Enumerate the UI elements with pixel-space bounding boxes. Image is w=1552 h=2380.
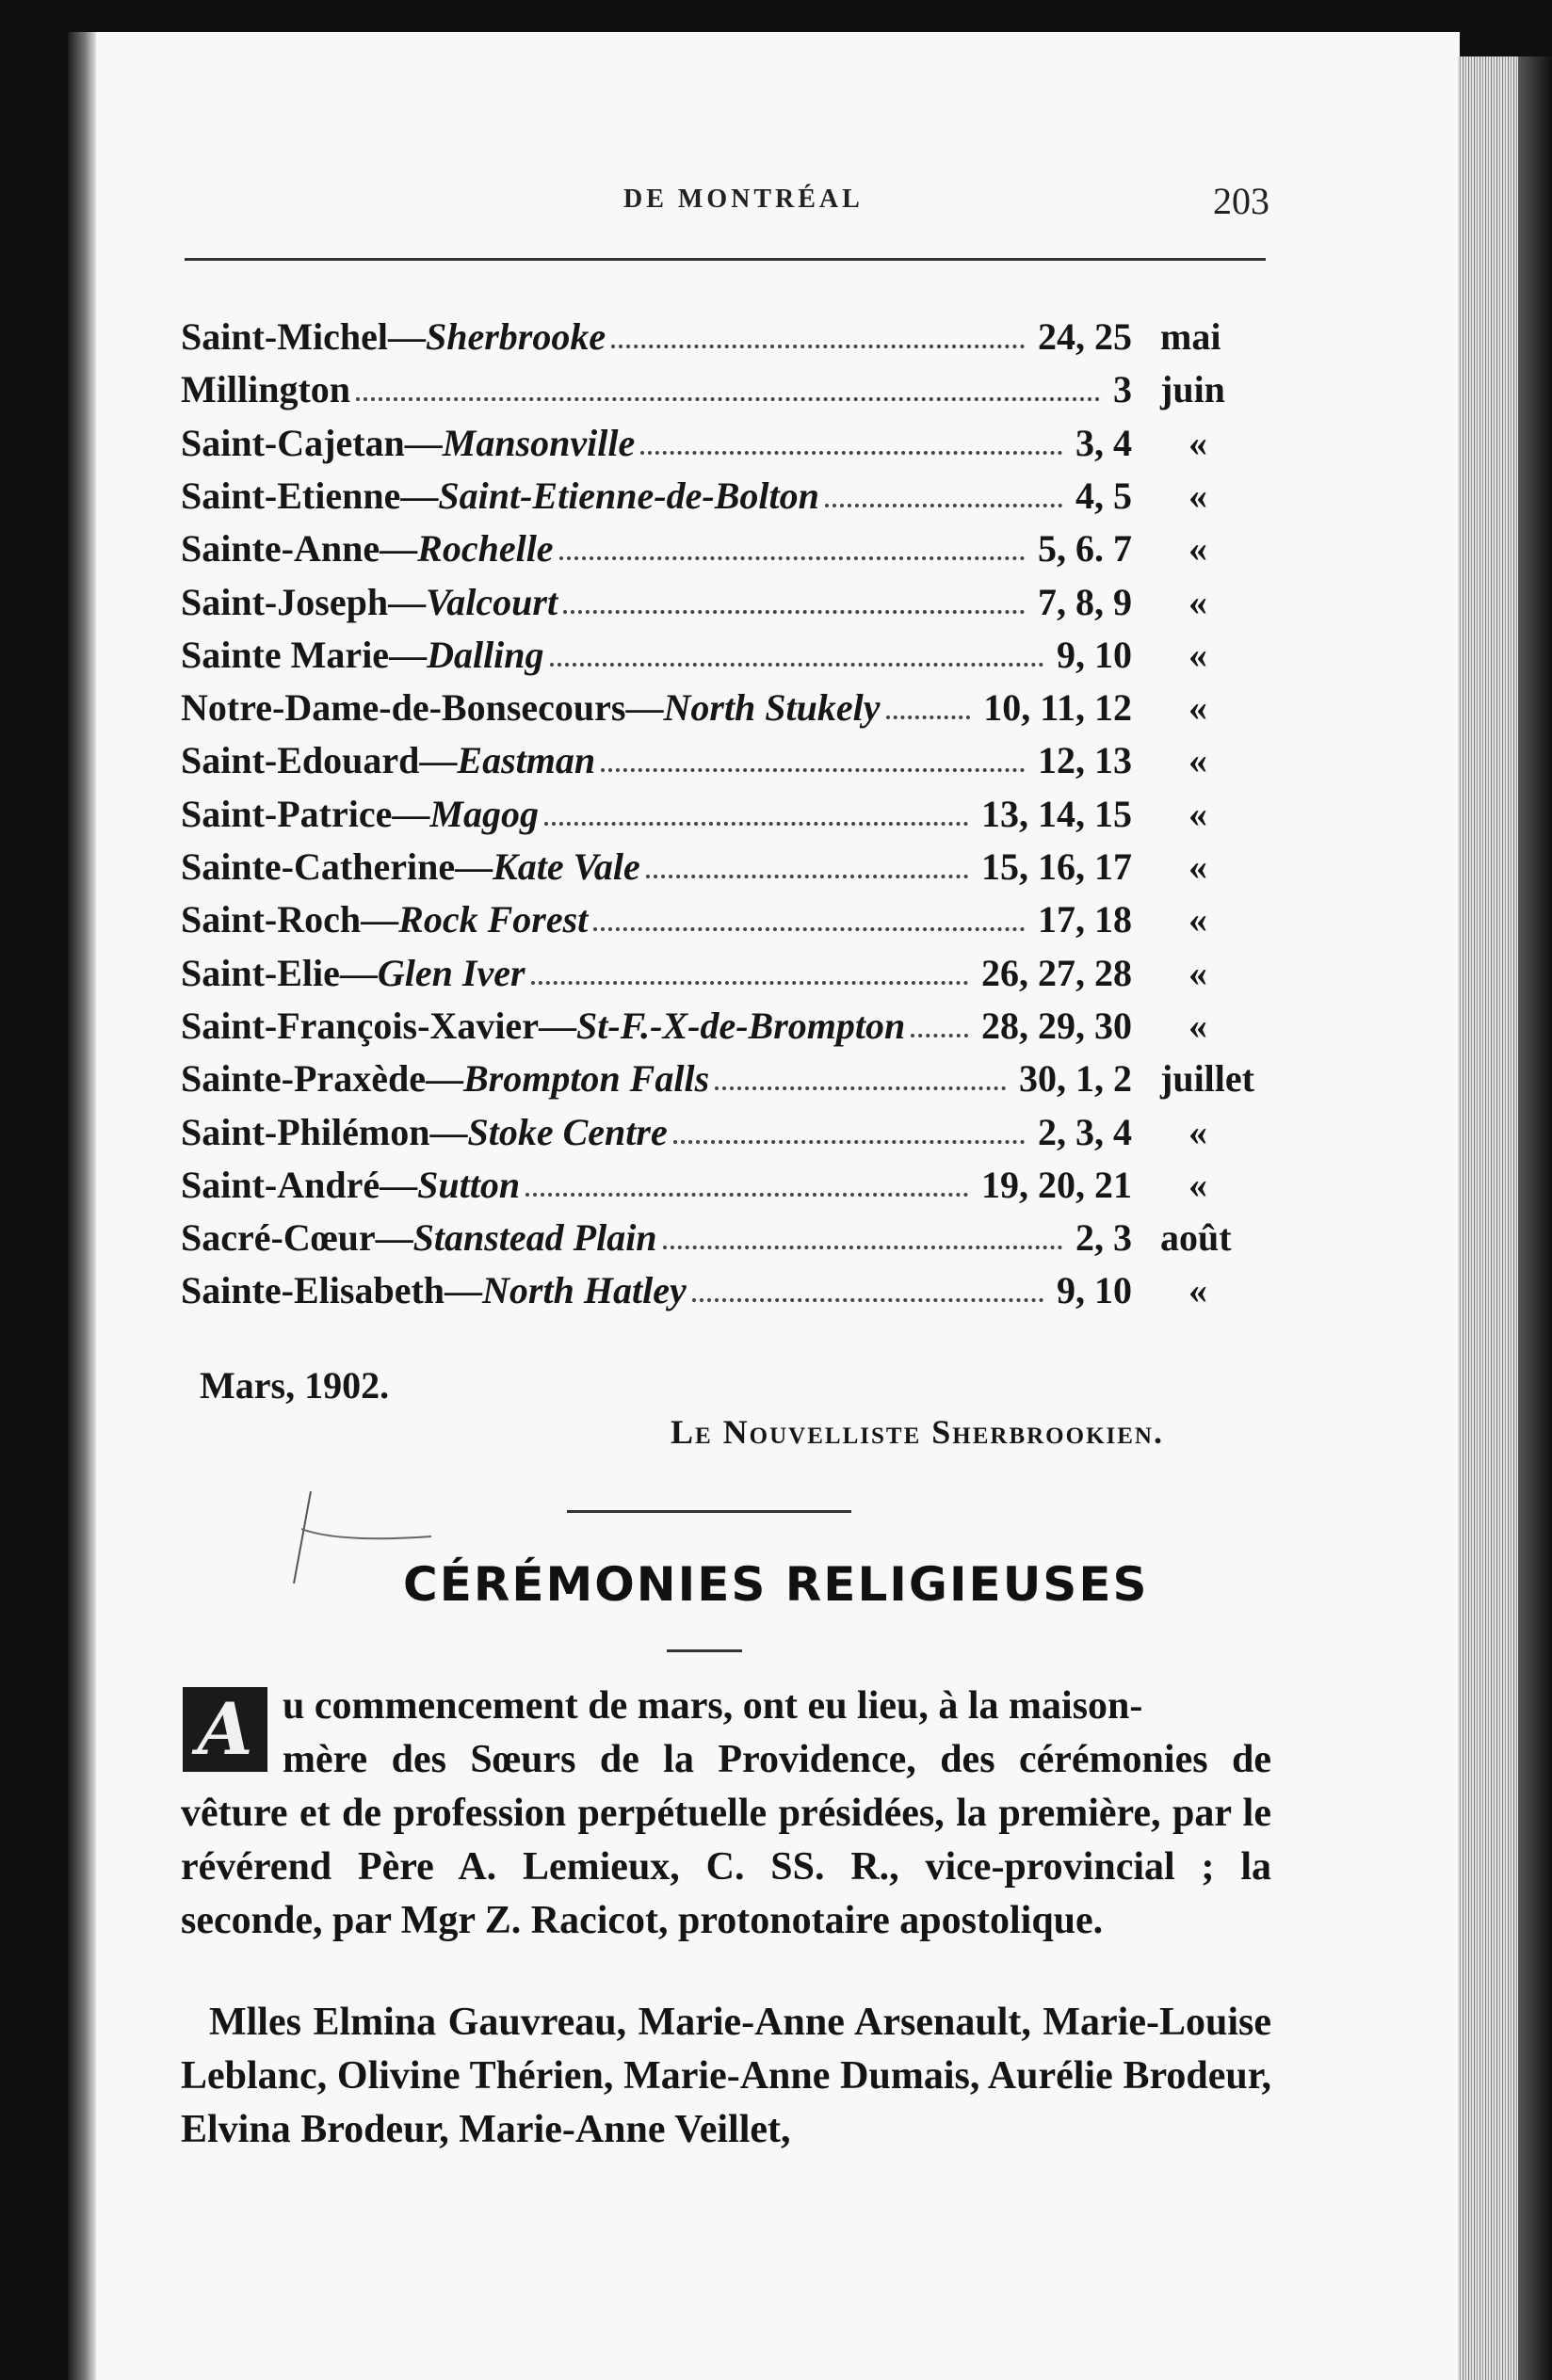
title-rule xyxy=(667,1649,742,1652)
dot-leader xyxy=(663,1246,1062,1249)
em-dash: — xyxy=(419,739,458,782)
em-dash: — xyxy=(538,1004,576,1047)
parish-name: Sainte-Anne xyxy=(181,527,380,571)
schedule-days: 10, 11, 12 xyxy=(983,686,1132,730)
parish-name: Saint-Cajetan xyxy=(181,421,405,464)
running-head: DE MONTRÉAL xyxy=(623,185,864,214)
schedule-place xyxy=(181,523,554,575)
schedule-place xyxy=(181,363,350,416)
schedule-days: 19, 20, 21 xyxy=(981,1163,1132,1206)
dot-leader xyxy=(911,1034,968,1037)
town-name: North Hatley xyxy=(482,1269,687,1312)
town-name: Rochelle xyxy=(417,527,554,571)
parish-name: Saint-Joseph xyxy=(181,580,389,623)
schedule-days: 26, 27, 28 xyxy=(981,951,1132,994)
em-dash: — xyxy=(389,633,428,676)
schedule-row xyxy=(181,841,1273,893)
schedule-days: 24, 25 xyxy=(1038,315,1132,358)
parish-name: Saint-Elie xyxy=(181,951,340,994)
em-dash: — xyxy=(361,898,399,941)
em-dash: — xyxy=(380,1163,418,1206)
town-name: Eastman xyxy=(457,739,596,782)
schedule-days: 7, 8, 9 xyxy=(1038,580,1132,623)
dot-leader xyxy=(715,1086,1006,1090)
schedule-month: « xyxy=(1188,474,1207,517)
em-dash: — xyxy=(388,580,427,623)
schedule-days: 15, 16, 17 xyxy=(981,845,1132,888)
schedule-days: 17, 18 xyxy=(1038,898,1132,941)
parish-name: Saint-Philémon xyxy=(181,1110,430,1153)
schedule-row xyxy=(181,1212,1273,1264)
schedule-place xyxy=(181,629,544,682)
paragraph-2: Mlles Elmina Gauvreau, Marie-Anne Arsenault, Marie-Louise Leblanc, Olivine Thérien, Marie-Anne Dumais, Aurélie Brodeur, Elvina Brodeur, Marie-Anne Veillet, xyxy=(181,2001,1271,2151)
dot-leader xyxy=(646,875,968,878)
schedule-place xyxy=(181,682,881,734)
schedule-month: « xyxy=(1188,739,1207,782)
signature: Le Nouvelliste Sherbrookien. xyxy=(671,1413,1164,1451)
schedule-row xyxy=(181,788,1273,841)
schedule-month: « xyxy=(1188,1110,1207,1153)
town-name: Brompton Falls xyxy=(462,1057,710,1101)
schedule-month: « xyxy=(1188,1269,1207,1312)
schedule-place xyxy=(181,417,635,470)
town-name: Mansonville xyxy=(442,421,636,464)
town-name: North Stukely xyxy=(663,686,881,730)
page-edges xyxy=(1458,56,1518,2380)
schedule-row xyxy=(181,470,1273,523)
schedule-place xyxy=(181,1212,657,1264)
schedule-month: « xyxy=(1188,898,1207,941)
schedule-days: 13, 14, 15 xyxy=(981,792,1132,835)
town-name: Rock Forest xyxy=(398,898,589,941)
parish-name: Saint-Etienne xyxy=(181,474,401,517)
parish-name: Sainte-Praxède xyxy=(181,1057,426,1101)
town-name: Sutton xyxy=(417,1163,521,1206)
dot-leader xyxy=(692,1298,1043,1302)
em-dash: — xyxy=(429,1110,468,1153)
schedule-place xyxy=(181,1264,687,1317)
schedule-row xyxy=(181,1000,1273,1053)
schedule-place xyxy=(181,1106,668,1159)
em-dash: — xyxy=(380,527,418,571)
book-spine xyxy=(68,32,96,2380)
section-title: CÉRÉMONIES RELIGIEUSES xyxy=(403,1557,1149,1612)
parish-name: Saint-Edouard xyxy=(181,739,420,782)
dot-leader xyxy=(673,1140,1025,1144)
schedule-month: « xyxy=(1188,633,1207,676)
schedule-row xyxy=(181,893,1273,946)
schedule-place xyxy=(181,1000,905,1053)
schedule-month: mai xyxy=(1160,315,1221,358)
dot-leader xyxy=(825,504,1062,507)
schedule-month: « xyxy=(1188,951,1207,994)
town-name: Valcourt xyxy=(426,580,558,623)
dot-leader xyxy=(593,927,1025,931)
em-dash: — xyxy=(392,792,430,835)
dot-leader xyxy=(611,345,1025,348)
em-dash: — xyxy=(445,1269,483,1312)
dot-leader xyxy=(525,1193,968,1197)
parish-name: Saint-Michel xyxy=(181,315,388,358)
parish-name: Sainte-Catherine xyxy=(181,845,456,888)
schedule-month: « xyxy=(1188,580,1207,623)
schedule-days: 3, 4 xyxy=(1075,421,1132,464)
header-rule xyxy=(185,258,1266,261)
schedule-row xyxy=(181,682,1273,734)
schedule-month: juin xyxy=(1160,368,1225,411)
em-dash: — xyxy=(404,421,443,464)
dot-leader xyxy=(356,397,1100,401)
schedule-place xyxy=(181,734,595,787)
parish-name: Sainte Marie xyxy=(181,633,390,676)
schedule-month: « xyxy=(1188,421,1207,464)
paragraph-1-first-line: u commencement de mars, ont eu lieu, à la maison- xyxy=(283,1684,1143,1728)
em-dash: — xyxy=(400,474,439,517)
schedule-row xyxy=(181,1264,1273,1317)
schedule-place xyxy=(181,788,539,841)
dot-leader xyxy=(559,556,1025,560)
parish-name: Sacré-Cœur xyxy=(181,1216,376,1260)
schedule-days: 2, 3, 4 xyxy=(1038,1110,1132,1153)
schedule-row xyxy=(181,947,1273,1000)
schedule-month: « xyxy=(1188,686,1207,730)
town-name: Kate Vale xyxy=(493,845,640,888)
parish-name: Millington xyxy=(181,368,351,411)
em-dash: — xyxy=(339,951,378,994)
dot-leader xyxy=(601,768,1025,772)
schedule-row xyxy=(181,1053,1273,1105)
schedule-place xyxy=(181,893,588,946)
town-name: Dalling xyxy=(427,633,544,676)
parish-name: Notre-Dame-de-Bonsecours xyxy=(181,686,626,730)
town-name: Stanstead Plain xyxy=(412,1216,657,1260)
schedule-days: 28, 29, 30 xyxy=(981,1004,1132,1047)
dot-leader xyxy=(544,822,968,826)
page-edge-shadow xyxy=(1518,56,1552,2380)
schedule-days: 2, 3 xyxy=(1075,1216,1132,1260)
dot-leader xyxy=(563,610,1025,614)
em-dash: — xyxy=(387,315,426,358)
schedule-row xyxy=(181,311,1273,363)
schedule-place xyxy=(181,311,606,363)
schedule-place xyxy=(181,1053,709,1105)
schedule-row xyxy=(181,417,1273,470)
schedule-days: 30, 1, 2 xyxy=(1019,1057,1132,1101)
date-line: Mars, 1902. xyxy=(200,1364,390,1407)
schedule-row xyxy=(181,629,1273,682)
schedule-place xyxy=(181,576,558,629)
page-number: 203 xyxy=(1213,180,1269,222)
town-name: Glen Iver xyxy=(377,951,525,994)
schedule-month: « xyxy=(1188,1004,1207,1047)
em-dash: — xyxy=(425,1057,463,1101)
drop-cap: A xyxy=(183,1687,267,1772)
town-name: Saint-Etienne-de-Bolton xyxy=(438,474,819,517)
schedule-place xyxy=(181,841,640,893)
parish-name: Saint-Roch xyxy=(181,898,362,941)
schedule-days: 5, 6. 7 xyxy=(1038,527,1132,571)
schedule-row xyxy=(181,1106,1273,1159)
town-name: St-F.-X-de-Brompton xyxy=(575,1004,906,1047)
schedule-place xyxy=(181,947,525,1000)
schedule-days: 9, 10 xyxy=(1057,633,1132,676)
schedule-days: 12, 13 xyxy=(1038,739,1132,782)
schedule-month: août xyxy=(1160,1216,1232,1260)
paragraph-1-body: mère des Sœurs de la Providence, des cérémonies de vêture et de profession perpétuelle présidées, la première, par le révérend Père A. Lemieux, C. SS. R., vice-provincial ; la seconde, par Mgr Z. Racicot, protonotaire apostolique. xyxy=(181,1738,1271,1942)
schedule-days: 4, 5 xyxy=(1075,474,1132,517)
parish-name: Saint-Patrice xyxy=(181,792,393,835)
schedule-row xyxy=(181,523,1273,575)
schedule-days: 9, 10 xyxy=(1057,1269,1132,1312)
dot-leader xyxy=(640,451,1062,455)
parish-name: Saint-André xyxy=(181,1163,380,1206)
dot-leader xyxy=(531,981,968,985)
schedule-month: « xyxy=(1188,527,1207,571)
schedule-month: « xyxy=(1188,792,1207,835)
schedule-days: 3 xyxy=(1113,368,1132,411)
em-dash: — xyxy=(625,686,664,730)
schedule-row xyxy=(181,576,1273,629)
schedule-row xyxy=(181,1159,1273,1212)
parish-name: Sainte-Elisabeth xyxy=(181,1269,445,1312)
dot-leader xyxy=(886,716,971,719)
town-name: Magog xyxy=(429,792,539,835)
section-divider xyxy=(567,1510,851,1513)
schedule-month: juillet xyxy=(1160,1057,1254,1101)
em-dash: — xyxy=(375,1216,413,1260)
em-dash: — xyxy=(455,845,493,888)
schedule-month: « xyxy=(1188,1163,1207,1206)
schedule-row xyxy=(181,363,1273,416)
town-name: Stoke Centre xyxy=(467,1110,668,1153)
schedule-place xyxy=(181,1159,520,1212)
dot-leader xyxy=(550,663,1043,667)
schedule-row xyxy=(181,734,1273,787)
schedule-month: « xyxy=(1188,845,1207,888)
schedule-place xyxy=(181,470,819,523)
town-name: Sherbrooke xyxy=(425,315,606,358)
parish-name: Saint-François-Xavier xyxy=(181,1004,539,1047)
